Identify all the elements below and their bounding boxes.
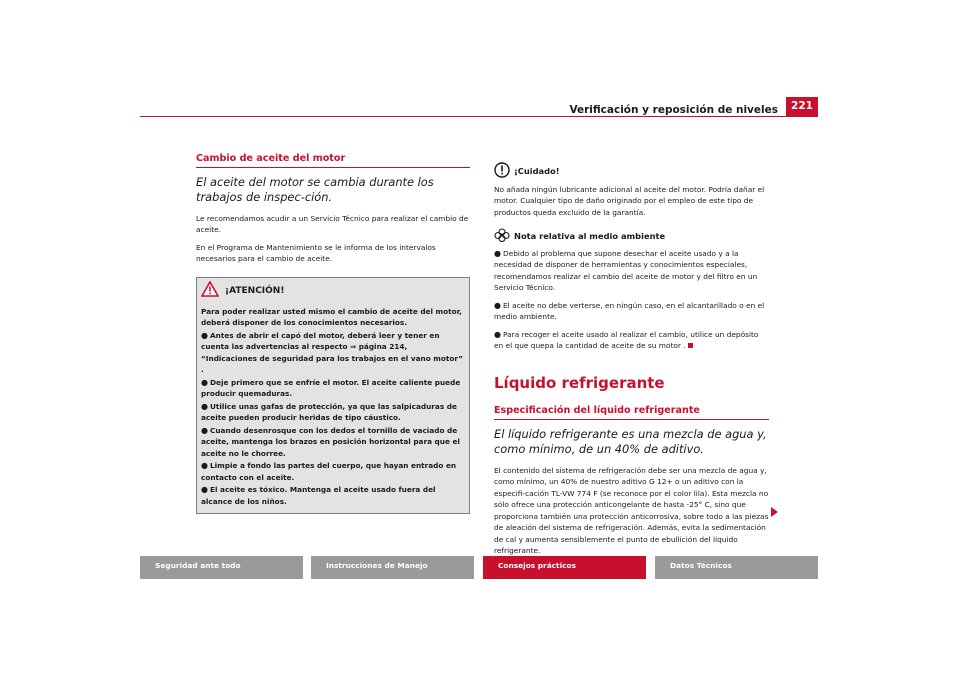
- warning-intro: Para poder realizar usted mismo el cambio de aceite del motor, deberá disponer de los conocimientos necesarios.: [201, 306, 462, 327]
- environment-flower-icon: [494, 228, 510, 246]
- warning-triangle-icon: [201, 281, 219, 302]
- bullet-icon: ●: [201, 330, 208, 340]
- environment-title: Nota relativa al medio ambiente: [514, 231, 666, 241]
- bullet-icon: ●: [201, 401, 208, 411]
- caution-header: [494, 162, 769, 182]
- warning-item: ● El aceite es tóxico. Mantenga el aceite usado fuera del alcance de los niños.: [201, 485, 436, 506]
- caution-title: ¡Cuidado!: [514, 166, 560, 176]
- paragraph: Le recomendamos acudir a un Servicio Técnico para realizar el cambio de aceite.: [196, 213, 469, 234]
- bullet-icon: ●: [201, 485, 208, 494]
- page-header-title: Verificación y reposición de niveles: [569, 104, 778, 116]
- bullet-icon: ●: [201, 425, 208, 435]
- footer-tab-instrucciones[interactable]: Instrucciones de Manejo: [311, 556, 474, 579]
- header-divider: [140, 116, 818, 117]
- warning-item: ● Utilice unas gafas de protección, ya que las salpicaduras de aceite pueden producir heridas de tipo cáustico.: [201, 401, 457, 422]
- warning-item: ● Limpie a fondo las partes del cuerpo, que hayan entrado en contacto con el aceite.: [201, 461, 457, 482]
- bullet-icon: ●: [201, 461, 208, 470]
- caution-text: No añada ningún lubricante adicional al aceite del motor. Podría dañar el motor. Cualquier tipo de daño originado por el empleo de este tipo de productos queda excluido de la garantía.: [494, 184, 765, 217]
- warning-body: [201, 306, 465, 508]
- page-number: 221: [786, 97, 818, 116]
- warning-header: [201, 282, 465, 302]
- bullet-icon: ●: [494, 329, 501, 339]
- footer-tab-consejos[interactable]: Consejos prácticos: [483, 556, 646, 579]
- next-page-arrow-icon[interactable]: [771, 507, 778, 517]
- paragraph: En el Programa de Mantenimiento se le informa de los intervalos necesarios para el cambio de aceite.: [196, 242, 436, 263]
- warning-item: ● Deje primero que se enfríe el motor. El aceite caliente puede producir quemaduras.: [201, 377, 461, 398]
- section-title-coolant-spec: Especificación del líquido refrigerante: [494, 405, 769, 420]
- left-column: [196, 153, 470, 514]
- right-column: [494, 158, 769, 563]
- bullet-icon: ●: [494, 248, 501, 258]
- chapter-title: Líquido refrigerante: [494, 373, 665, 392]
- footer-tab-datos[interactable]: Datos Técnicos: [655, 556, 818, 579]
- caution-exclamation-icon: [494, 162, 510, 182]
- warning-item: ● Cuando desenrosque con los dedos el tornillo de vaciado de aceite, mantenga los brazos en posición horizontal para que el aceite no le chorree.: [201, 425, 460, 458]
- bullet-icon: ●: [201, 377, 208, 387]
- bullet-icon: ●: [494, 300, 501, 310]
- lead-text: El líquido refrigerante es una mezcla de agua y, como mínimo, de un 40% de aditivo.: [494, 426, 767, 456]
- end-mark-icon: [688, 343, 693, 348]
- warning-title: ¡ATENCIÓN!: [225, 285, 285, 296]
- environment-item: ● El aceite no debe verterse, en ningún caso, en el alcantarillado o en el medio ambiente.: [494, 300, 765, 321]
- environment-item: ● Debido al problema que supone desechar el aceite usado y a la necesidad de disponer de herramientas y conocimientos especiales, recomendamos realizar el cambio del aceite de motor y del filtro en un Servicio Técnico.: [494, 248, 758, 292]
- warning-item: ● Antes de abrir el capó del motor, deberá leer y tener en cuenta las advertencias al respecto ⇒ página 214, “Indicaciones de seguridad para los trabajos en el vano motor” .: [201, 330, 463, 374]
- section-title-oil-change: Cambio de aceite del motor: [196, 153, 470, 168]
- paragraph: El contenido del sistema de refrigeración debe ser una mezcla de agua y, como mínimo, un 40% de nuestro aditivo G 12+ o un aditivo con la especifi-cación TL-VW 774 F (se reconoce por el color lila). Esta mezcla no sólo ofrece una protección anticongelante de hasta -25° C, sino que proporciona también una protección anticorrosiva, sobre todo a las piezas de aleación del sistema de refrigeración. Además, evita la sedimentación de cal y aumenta sensiblemente el punto de ebullición del líquido refrigerante.: [494, 465, 769, 555]
- lead-text: El aceite del motor se cambia durante los trabajos de inspec-ción.: [196, 174, 434, 204]
- environment-header: [494, 228, 769, 246]
- environment-item: ● Para recoger el aceite usado al realizar el cambio, utilice un depósito en el que quepa la cantidad de aceite de su motor .: [494, 329, 759, 350]
- warning-box: [196, 277, 470, 515]
- footer-tab-seguridad[interactable]: Seguridad ante todo: [140, 556, 303, 579]
